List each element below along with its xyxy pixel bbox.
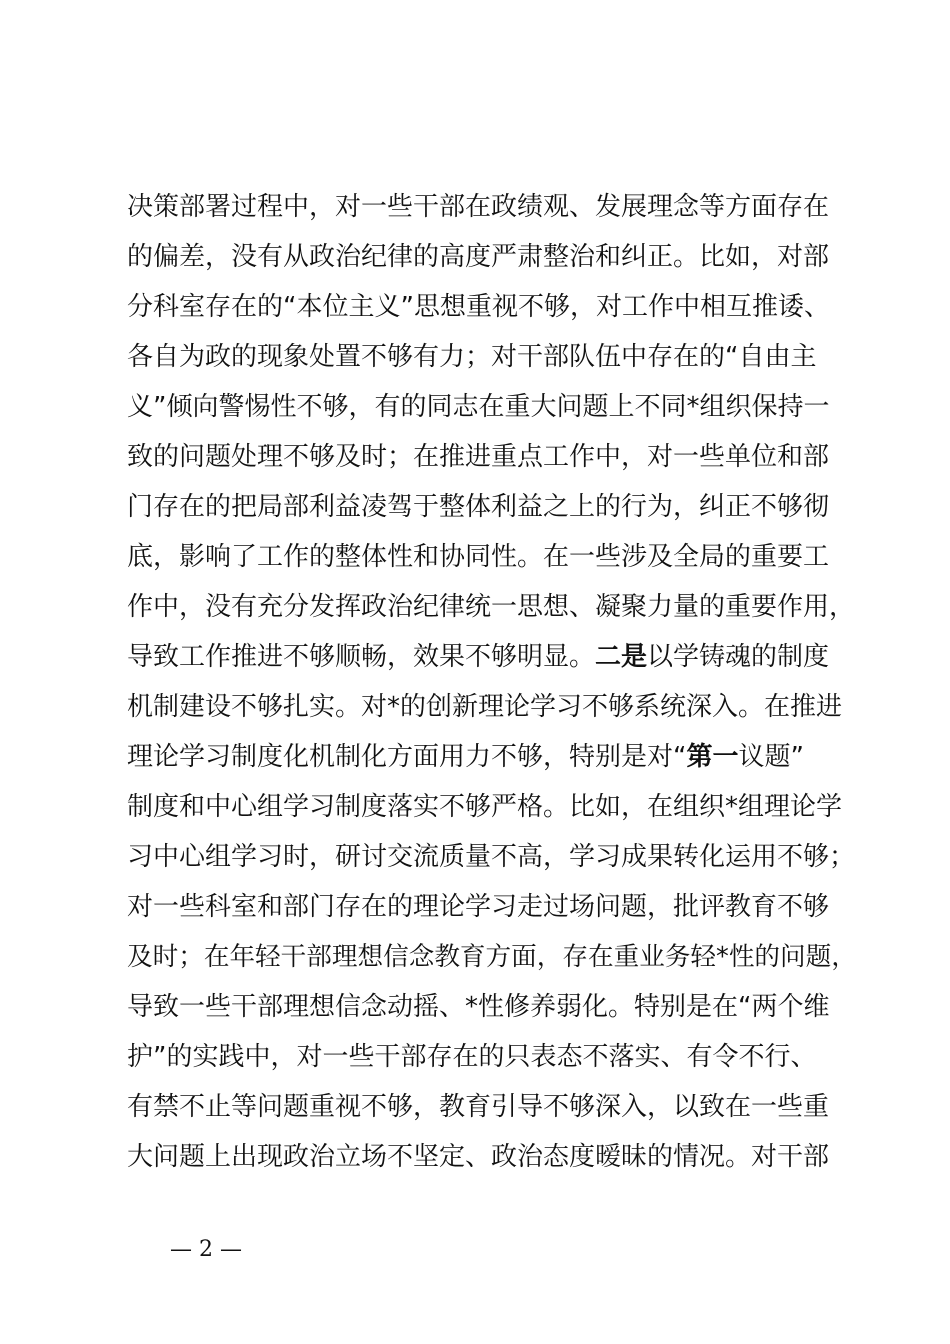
text-segment: 各自为政的现象处置不够有力；对干部队伍中存在的“自由主 (127, 342, 817, 372)
text-segment: 有禁不止等问题重视不够，教育引导不够深入，以致在一些重 (127, 1092, 830, 1122)
text-segment: 的偏差，没有从政治纪律的高度严肃整治和纠正。比如，对部 (127, 242, 830, 272)
text-segment: 制度和中心组学习制度落实不够严格。比如，在组织*组理论学 (127, 792, 843, 822)
text-segment: 议题” (738, 742, 804, 772)
text-segment: 护”的实践中，对一些干部存在的只表态不落实、有令不行、 (127, 1042, 817, 1072)
text-line (127, 532, 857, 582)
text-segment: 致的问题处理不够及时；在推进重点工作中，对一些单位和部 (127, 442, 830, 472)
text-segment: 机制建设不够扎实。对*的创新理论学习不够系统深入。在推进 (127, 692, 843, 722)
text-line (127, 182, 857, 232)
text-line (127, 682, 857, 732)
text-line (127, 482, 857, 532)
text-segment: 对一些科室和部门存在的理论学习走过场问题，批评教育不够 (127, 892, 830, 922)
bold-text: 二是 (595, 642, 648, 672)
text-line (127, 582, 857, 632)
text-segment: 习中心组学习时，研讨交流质量不高，学习成果转化运用不够； (127, 842, 856, 872)
text-segment: 大问题上出现政治立场不坚定、政治态度暧昧的情况。对干部 (127, 1142, 830, 1172)
text-line (127, 732, 857, 782)
text-line (127, 1032, 857, 1082)
text-line (127, 832, 857, 882)
bold-text: 第一 (686, 742, 739, 772)
page-number: — 2 — (170, 1237, 242, 1262)
text-line (127, 932, 857, 982)
text-line (127, 382, 857, 432)
text-line (127, 282, 857, 332)
text-line (127, 632, 857, 682)
text-segment: 及时；在年轻干部理想信念教育方面，存在重业务轻*性的问题， (127, 942, 857, 972)
text-segment: 作中，没有充分发挥政治纪律统一思想、凝聚力量的重要作用， (127, 592, 856, 622)
text-segment: 导致工作推进不够顺畅，效果不够明显。 (127, 642, 596, 672)
text-segment: 义”倾向警惕性不够，有的同志在重大问题上不同*组织保持一 (127, 392, 830, 422)
text-segment: 底，影响了工作的整体性和协同性。在一些涉及全局的重要工 (127, 542, 830, 572)
text-line (127, 332, 857, 382)
text-segment: 门存在的把局部利益凌驾于整体利益之上的行为，纠正不够彻 (127, 492, 830, 522)
text-line (127, 432, 857, 482)
text-segment: 导致一些干部理想信念动摇、*性修养弱化。特别是在“两个维 (127, 992, 830, 1022)
text-line (127, 232, 857, 282)
body-text (127, 182, 857, 1182)
text-segment: 以学铸魂的制度 (647, 642, 830, 672)
text-line (127, 1082, 857, 1132)
text-line (127, 1132, 857, 1182)
text-line (127, 782, 857, 832)
text-line (127, 982, 857, 1032)
text-segment: 分科室存在的“本位主义”思想重视不够，对工作中相互推诿、 (127, 292, 830, 322)
text-line (127, 882, 857, 932)
text-segment: 理论学习制度化机制化方面用力不够，特别是对“ (127, 742, 687, 772)
text-segment: 决策部署过程中，对一些干部在政绩观、发展理念等方面存在 (127, 192, 830, 222)
